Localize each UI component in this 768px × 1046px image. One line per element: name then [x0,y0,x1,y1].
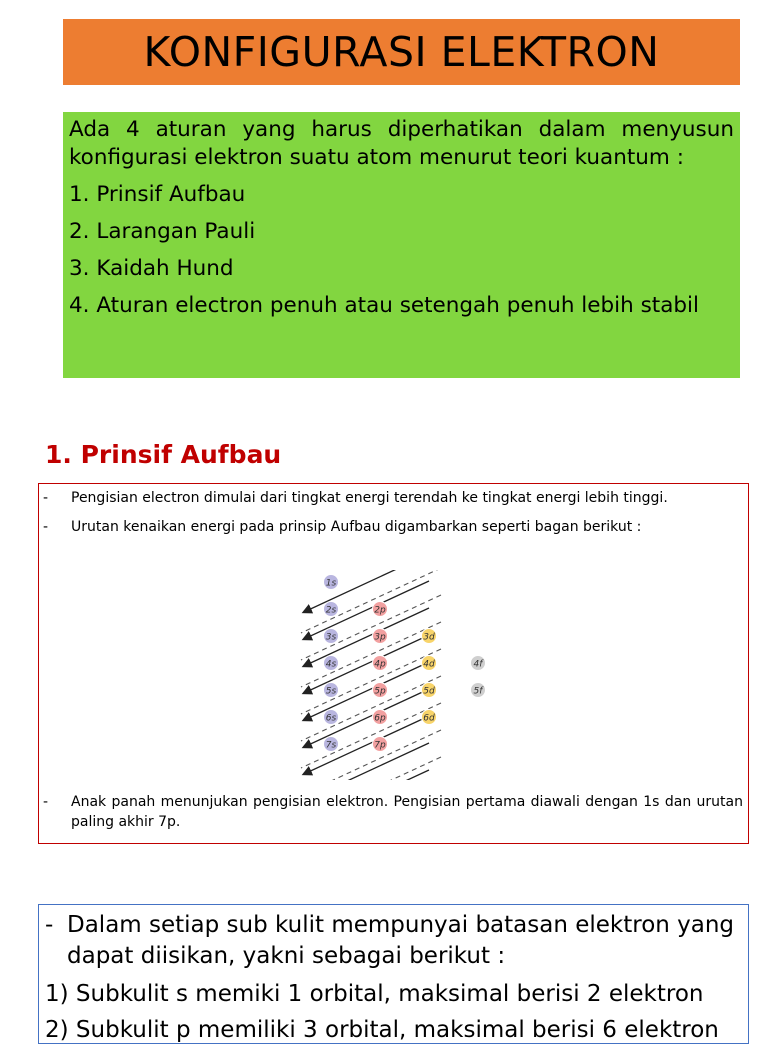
orbital-label: 6s [325,713,337,724]
aufbau-bullet-2 [43,517,743,537]
bullet-dash: - [45,912,54,938]
diagonal-arrow [304,605,429,666]
page-title: KONFIGURASI ELEKTRON [143,28,660,76]
dashed-guide [301,757,441,780]
orbital-label: 3d [423,632,435,643]
bullet-dash: - [43,794,49,810]
dashed-guide [301,649,441,714]
bullet-text: Dalam setiap sub kulit mempunyai batasan elektron yang dapat diisikan, yakni sebagai berikut : [67,912,735,969]
dashed-guide [301,622,441,687]
orbital-label: 3p [374,632,386,643]
section-heading-aufbau: 1. Prinsif Aufbau [45,440,282,469]
orbital-label: 4p [374,659,386,670]
subshell-line-2: 2) Subkulit p memiliki 3 orbital, maksimal berisi 6 elektron [45,1017,719,1043]
rules-panel [63,112,740,378]
dashed-guide [301,703,441,768]
bullet-dash: - [43,519,49,535]
aufbau-note [43,792,743,832]
rule-item-2: 2. Larangan Pauli [69,219,256,244]
orbital-label: 6p [374,713,386,724]
dashed-guide [301,730,441,780]
orbital-label: 4d [423,659,435,670]
orbital-label: 7p [374,740,386,751]
subshell-line-1: 1) Subkulit s memiki 1 orbital, maksimal berisi 2 elektron [45,981,704,1007]
bullet-dash: - [43,490,49,506]
orbital-label: 4s [325,659,337,670]
orbital-label: 5d [423,686,435,697]
diagonal-arrow [304,578,429,639]
orbital-label: 2p [374,605,386,616]
orbital-label: 4f [473,659,483,670]
aufbau-diagram [259,570,499,780]
orbital-label: 3s [325,632,337,643]
orbital-label: 2s [325,605,337,616]
subshell-limits-panel [38,904,749,1044]
dashed-guide [301,595,441,660]
aufbau-bullet-1 [43,488,743,508]
orbital-label: 5p [374,686,386,697]
bullet-text: Anak panah menunjukan pengisian elektron. Pengisian pertama diawali dengan 1s dan urutan paling akhir 7p. [71,794,743,830]
aufbau-panel [38,483,749,844]
orbital-label: 7s [325,740,337,751]
subshell-bullet [45,910,742,972]
rules-intro: Ada 4 aturan yang harus diperhatikan dalam menyusun konfigurasi elektron suatu atom menurut teori kuantum : [69,117,734,170]
orbital-label: 6d [423,713,435,724]
rule-item-1: 1. Prinsif Aufbau [69,182,246,207]
diagonal-arrow [304,740,429,780]
rule-item-4: 4. Aturan electron penuh atau setengah penuh lebih stabil [69,293,699,318]
bullet-text: Pengisian electron dimulai dari tingkat energi terendah ke tingkat energi lebih tinggi. [71,490,668,506]
orbital-label: 5f [473,686,483,697]
diagonal-arrow [304,570,429,612]
dashed-guide [301,676,441,741]
bullet-text: Urutan kenaikan energi pada prinsip Aufbau digambarkan seperti bagan berikut : [71,519,642,535]
title-banner [63,19,740,85]
orbital-label: 1s [325,578,337,589]
orbital-label: 5s [325,686,337,697]
rule-item-3: 3. Kaidah Hund [69,256,234,281]
dashed-guide [301,570,441,633]
